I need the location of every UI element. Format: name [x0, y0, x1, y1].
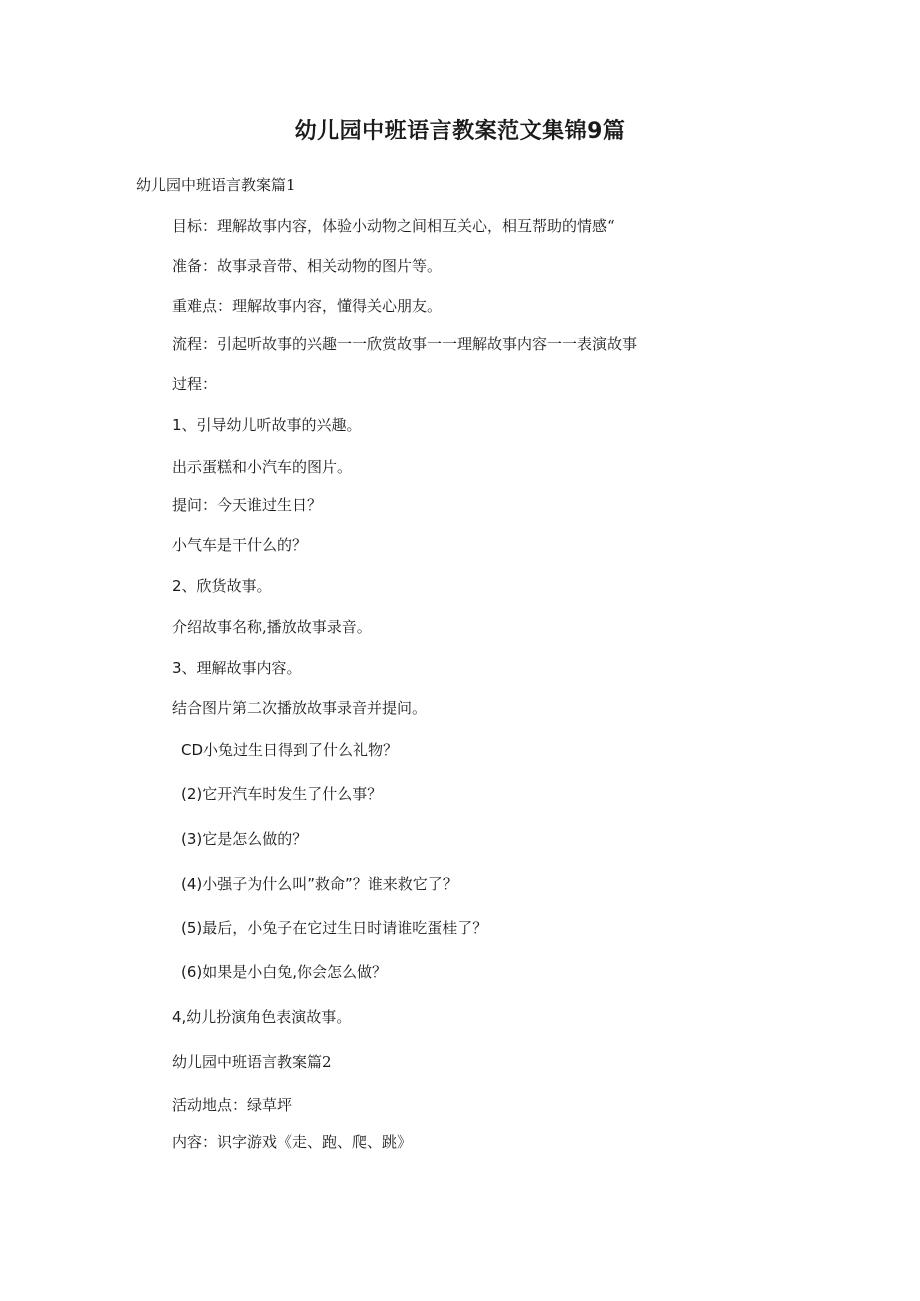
paragraph-question-birthday: 提问：今天谁过生日？	[172, 496, 323, 514]
paragraph-introduce-story: 介绍故事名称,播放故事录音。	[172, 618, 372, 636]
list-item-step-2: 2、欣货故事。	[172, 577, 272, 595]
paragraph-content: 内容：识字游戏《走、跑、爬、跳》	[172, 1133, 413, 1151]
list-item-step-4: 4,幼儿扮演角色表演故事。	[172, 1008, 352, 1026]
paragraph-goal: 目标：理解故事内容，体验小动物之间相互关心，相互帮助的情感“	[172, 217, 615, 235]
section-heading-2: 幼儿园中班语言教案篇2	[172, 1053, 332, 1071]
paragraph-question-car: 小气车是干什么的？	[172, 536, 308, 554]
paragraph-key-points: 重难点：理解故事内容，懂得关心朋友。	[172, 297, 443, 315]
question-item-1: CD小兔过生日得到了什么礼物？	[181, 741, 399, 759]
question-item-5: (5)最后，小兔子在它过生日时请谁吃蛋桂了？	[181, 919, 488, 937]
question-item-3: (3)它是怎么做的？	[181, 830, 308, 848]
paragraph-process-label: 过程：	[172, 375, 218, 393]
question-item-2: (2)它开汽车时发生了什么事？	[181, 785, 383, 803]
paragraph-second-play: 结合图片第二次播放故事录音并提问。	[172, 699, 428, 717]
question-item-4: (4)小强子为什么叫”救命”？谁来救它了？	[181, 875, 458, 893]
paragraph-location: 活动地点：绿草坪	[172, 1096, 293, 1114]
question-item-6: (6)如果是小白兔,你会怎么做？	[181, 963, 388, 981]
paragraph-show-pictures: 出示蛋糕和小汽车的图片。	[172, 458, 353, 476]
list-item-step-1: 1、引导幼儿听故事的兴趣。	[172, 416, 362, 434]
paragraph-flow: 流程：引起听故事的兴趣一一欣赏故事一一理解故事内容一一表演故事	[172, 335, 638, 353]
document-title: 幼儿园中班语言教案范文集锦9篇	[294, 119, 626, 144]
list-item-step-3: 3、理解故事内容。	[172, 659, 302, 677]
paragraph-preparation: 准备：故事录音带、相关动物的图片等。	[172, 257, 443, 275]
section-heading-1: 幼儿园中班语言教案篇1	[136, 176, 296, 194]
